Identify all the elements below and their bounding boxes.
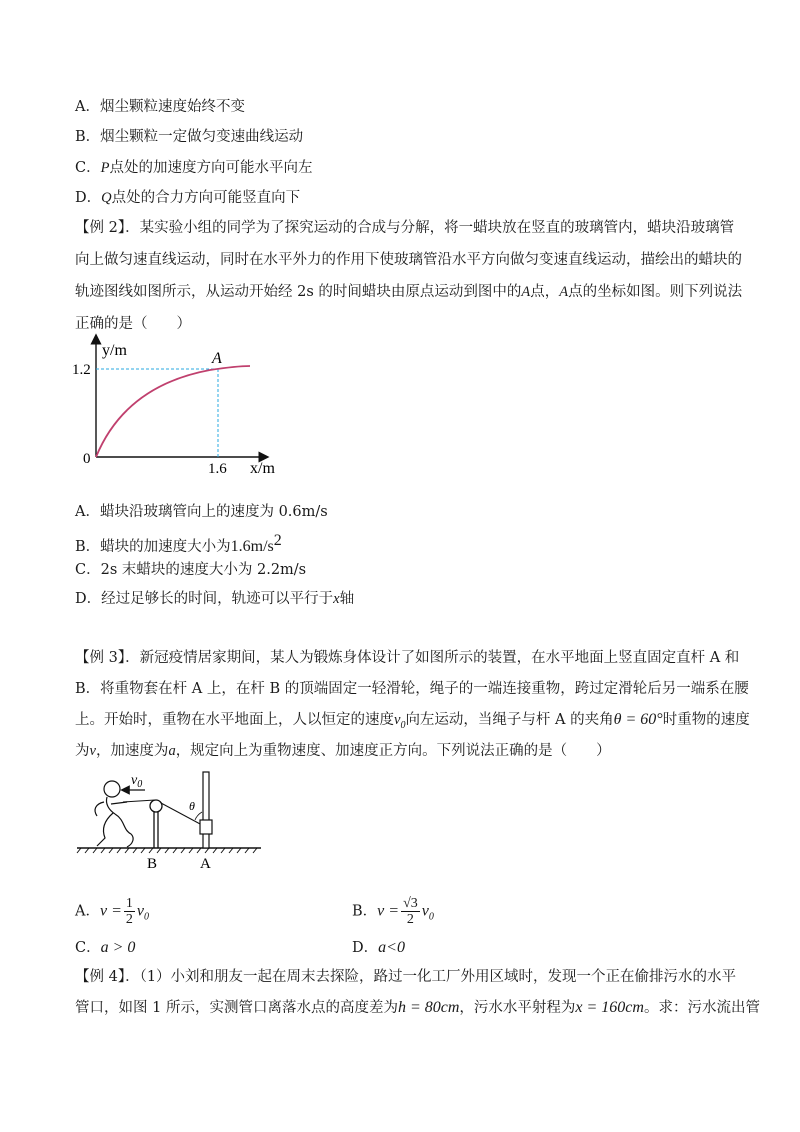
x-tick-label: 1.6: [208, 461, 227, 477]
q1-option-b: B．烟尘颗粒一定做匀变速曲线运动: [75, 129, 304, 145]
ex3-apparatus-figure: [75, 768, 265, 876]
point-a-label: A: [212, 350, 222, 367]
pulley: [150, 800, 162, 812]
ex2-line4: 正确的是（ ）: [75, 316, 191, 332]
ex3-line2: B．将重物套在杆 A 上，在杆 B 的顶端固定一轻滑轮，绳子的一端连接重物，跨过定滑轮后另一端系在腰: [75, 681, 749, 697]
ex2-option-c: C．2s 末蜡块的速度大小为 2.2m/s: [75, 562, 307, 578]
ex2-trajectory-graph: [70, 333, 300, 483]
label-a: A: [200, 856, 211, 872]
ex3-line1: 【例 3】．新冠疫情居家期间，某人为锻炼身体设计了如图所示的装置，在水平地面上竖直固定直杆 A 和: [75, 650, 740, 666]
trajectory-curve: [96, 366, 250, 457]
ex2-option-d: D．经过足够长的时间，轨迹可以平行于x轴: [75, 591, 355, 607]
ex4-line1: 【例 4】．（1）小刘和朋友一起在周末去探险，路过一化工厂外用区域时，发现一个正在偷排污水的水平: [75, 969, 737, 985]
ex3-option-d: D．a<0: [352, 939, 405, 956]
ex2-option-b: B．蜡块的加速度大小为$1.6m/s^2$: [75, 532, 282, 555]
weight-block: [200, 820, 212, 834]
ex4-line2: 管口，如图 1 所示，实测管口离落水点的高度差为h = 80cm，污水水平射程为x = 160cm。求：污水流出管: [75, 999, 760, 1016]
ex2-option-a: A．蜡块沿玻璃管向上的速度为 0.6m/s: [75, 504, 328, 520]
label-b: B: [147, 856, 158, 872]
ex3-option-c: C．a > 0: [75, 939, 136, 956]
q1-option-c: C．P点处的加速度方向可能水平向左: [75, 160, 313, 176]
v0-label: $v_0$: [131, 773, 143, 790]
rod-a: [203, 772, 209, 848]
ex3-line4: 为v，加速度为a，规定向上为重物速度、加速度正方向。下列说法正确的是（ ）: [75, 743, 611, 759]
ex2-line3: 轨迹图线如图所示，从运动开始经 2s 的时间蜡块由原点运动到图中的A点，A点的坐标如图。则下列说法: [75, 284, 743, 300]
ex2-line2: 向上做匀速直线运动，同时在水平外力的作用下使玻璃管沿水平方向做匀变速直线运动，描绘出的蜡块的: [75, 252, 742, 268]
ex3-option-b: B．v = $\frac{√3}{2}$ $v_0$: [352, 896, 434, 927]
rope-to-weight: [161, 803, 202, 825]
origin-label: 0: [83, 451, 91, 467]
q1-option-d: D．Q点处的合力方向可能竖直向下: [75, 190, 301, 206]
q1-option-a: A．烟尘颗粒速度始终不变: [75, 99, 245, 115]
rope-to-person: [123, 800, 155, 802]
y-axis-label: y/m: [102, 342, 127, 359]
ex3-line3: 上。开始时，重物在水平地面上，人以恒定的速度$v_0$向左运动，当绳子与杆 A 的夹角θ = 60°时重物的速度: [75, 711, 750, 731]
ex3-option-a: A．v = $\frac{1}{2}$ $v_0$: [75, 896, 149, 927]
y-tick-label: 1.2: [72, 362, 91, 378]
x-axis-label: x/m: [250, 460, 275, 477]
ex2-line1: 【例 2】．某实验小组的同学为了探究运动的合成与分解，将一蜡块放在竖直的玻璃管内，蜡块沿玻璃管: [75, 220, 735, 236]
person-figure: [95, 781, 133, 847]
theta-label: θ: [189, 799, 195, 813]
